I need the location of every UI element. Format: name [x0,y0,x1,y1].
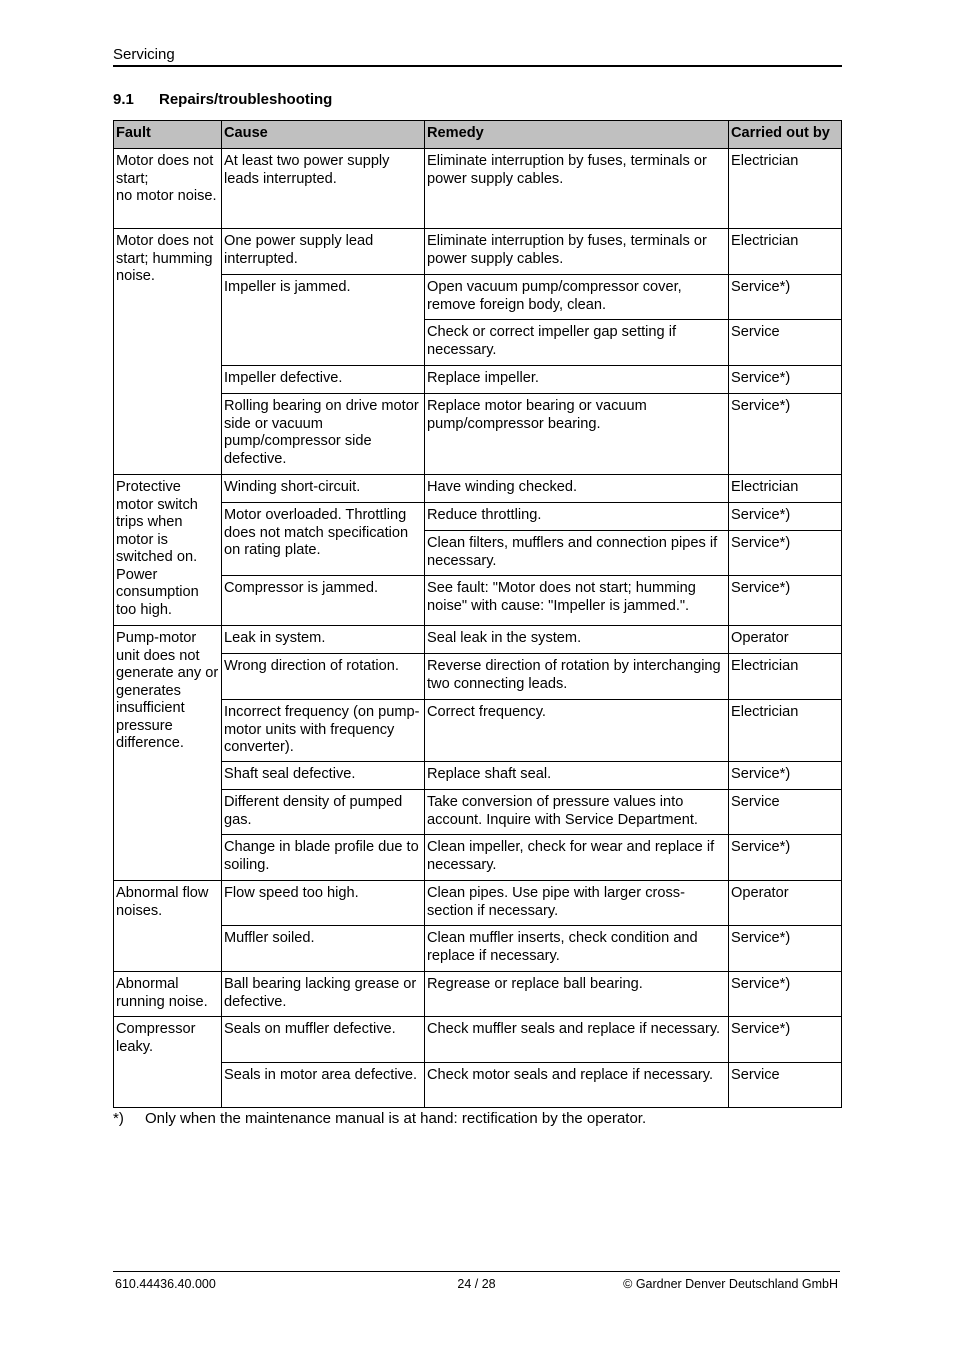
remedy-cell: Clean filters, mufflers and connection pipes if necessary. [425,531,729,576]
carried-out-by-cell: Electrician [729,229,842,275]
carried-out-by-cell: Service [729,1063,842,1108]
fault-cell: Motor does not start; no motor noise. [114,149,222,229]
table-row [114,576,842,626]
remedy-cell: Eliminate interruption by fuses, terminals or power supply cables. [425,149,729,229]
table-row [114,835,842,881]
footnote-mark: *) [113,1110,124,1127]
table-row [114,475,842,503]
table-row [114,926,842,972]
section-title: Repairs/troubleshooting [159,91,333,108]
cause-cell: Seals on muffler defective. [222,1017,425,1063]
carried-out-by-cell: Service*) [729,835,842,881]
table-row [114,762,842,790]
fault-cell: Abnormal running noise. [114,972,222,1017]
remedy-cell: Correct frequency. [425,700,729,762]
page-number: 24 / 28 [457,1277,496,1291]
remedy-cell: Reverse direction of rotation by interchanging two connecting leads. [425,654,729,700]
remedy-cell: Replace impeller. [425,366,729,394]
table-row [114,149,842,229]
copyright: © Gardner Denver Deutschland GmbH [623,1277,838,1291]
carried-out-by-cell: Service*) [729,275,842,320]
table-row [114,1017,842,1063]
remedy-cell: Replace shaft seal. [425,762,729,790]
remedy-cell: Have winding checked. [425,475,729,503]
carried-out-by-cell: Operator [729,626,842,654]
remedy-cell: Clean muffler inserts, check condition and replace if necessary. [425,926,729,972]
cause-cell: Compressor is jammed. [222,576,425,626]
cause-cell: Motor overloaded. Throttling does not match specification on rating plate. [222,503,425,576]
page-header [113,45,842,67]
remedy-cell: Clean impeller, check for wear and replace if necessary. [425,835,729,881]
carried-out-by-cell: Service*) [729,531,842,576]
carried-out-by-cell: Operator [729,881,842,926]
fault-cell: Protective motor switch trips when motor is switched on. Power consumption too high. [114,475,222,626]
section-number: 9.1 [113,91,134,108]
carried-out-by-cell: Service*) [729,394,842,475]
cause-cell: Change in blade profile due to soiling. [222,835,425,881]
cause-cell: Winding short-circuit. [222,475,425,503]
remedy-cell: Take conversion of pressure values into account. Inquire with Service Department. [425,790,729,835]
cause-cell: Impeller is jammed. [222,275,425,366]
fault-cell: Abnormal flow noises. [114,881,222,972]
carried-out-by-cell: Service*) [729,576,842,626]
cause-cell: Wrong direction of rotation. [222,654,425,700]
chapter-title: Servicing [113,46,175,63]
remedy-cell: Check motor seals and replace if necessary. [425,1063,729,1108]
cause-cell: Incorrect frequency (on pump-motor units with frequency converter). [222,700,425,762]
table-row [114,654,842,700]
cause-cell: Muffler soiled. [222,926,425,972]
carried-out-by-cell: Service*) [729,972,842,1017]
table-row [114,366,842,394]
remedy-cell: Open vacuum pump/compressor cover, remove foreign body, clean. [425,275,729,320]
cause-cell: At least two power supply leads interrupted. [222,149,425,229]
column-header-remedy: Remedy [425,121,729,149]
column-header-carried-out-by: Carried out by [729,121,842,149]
cause-cell: Flow speed too high. [222,881,425,926]
remedy-cell: Check or correct impeller gap setting if necessary. [425,320,729,366]
table-row [114,503,842,531]
cause-cell: Rolling bearing on drive motor side or vacuum pump/compressor side defective. [222,394,425,475]
column-header-cause: Cause [222,121,425,149]
cause-cell: One power supply lead interrupted. [222,229,425,275]
document-number: 610.44436.40.000 [115,1277,216,1291]
remedy-cell: Clean pipes. Use pipe with larger cross-section if necessary. [425,881,729,926]
carried-out-by-cell: Service*) [729,503,842,531]
fault-cell: Pump-motor unit does not generate any or generates insufficient pressure difference. [114,626,222,881]
remedy-cell: Regrease or replace ball bearing. [425,972,729,1017]
footnote-text: Only when the maintenance manual is at hand: rectification by the operator. [145,1110,647,1127]
cause-cell: Different density of pumped gas. [222,790,425,835]
table-row [114,790,842,835]
column-header-fault: Fault [114,121,222,149]
table-row [114,881,842,926]
carried-out-by-cell: Electrician [729,475,842,503]
fault-cell: Compressor leaky. [114,1017,222,1108]
carried-out-by-cell: Service*) [729,366,842,394]
cause-cell: Ball bearing lacking grease or defective. [222,972,425,1017]
cause-cell: Impeller defective. [222,366,425,394]
section-heading [113,91,332,108]
carried-out-by-cell: Service [729,320,842,366]
fault-cell: Motor does not start; humming noise. [114,229,222,475]
remedy-cell: Reduce throttling. [425,503,729,531]
footnote [113,1110,646,1127]
table-row [114,275,842,320]
table-row [114,626,842,654]
carried-out-by-cell: Electrician [729,700,842,762]
cause-cell: Shaft seal defective. [222,762,425,790]
carried-out-by-cell: Electrician [729,149,842,229]
carried-out-by-cell: Service*) [729,926,842,972]
table-row [114,972,842,1017]
table-row [114,1063,842,1108]
carried-out-by-cell: Service*) [729,762,842,790]
table-row [114,394,842,475]
remedy-cell: See fault: "Motor does not start; humming noise" with cause: "Impeller is jammed.". [425,576,729,626]
remedy-cell: Replace motor bearing or vacuum pump/compressor bearing. [425,394,729,475]
table-row [114,700,842,762]
carried-out-by-cell: Service*) [729,1017,842,1063]
remedy-cell: Seal leak in the system. [425,626,729,654]
cause-cell: Seals in motor area defective. [222,1063,425,1108]
table-header-row [114,121,842,149]
troubleshooting-table [113,120,842,1108]
remedy-cell: Eliminate interruption by fuses, terminals or power supply cables. [425,229,729,275]
page-footer [113,1271,840,1296]
table-row [114,229,842,275]
carried-out-by-cell: Service [729,790,842,835]
remedy-cell: Check muffler seals and replace if necessary. [425,1017,729,1063]
cause-cell: Leak in system. [222,626,425,654]
carried-out-by-cell: Electrician [729,654,842,700]
